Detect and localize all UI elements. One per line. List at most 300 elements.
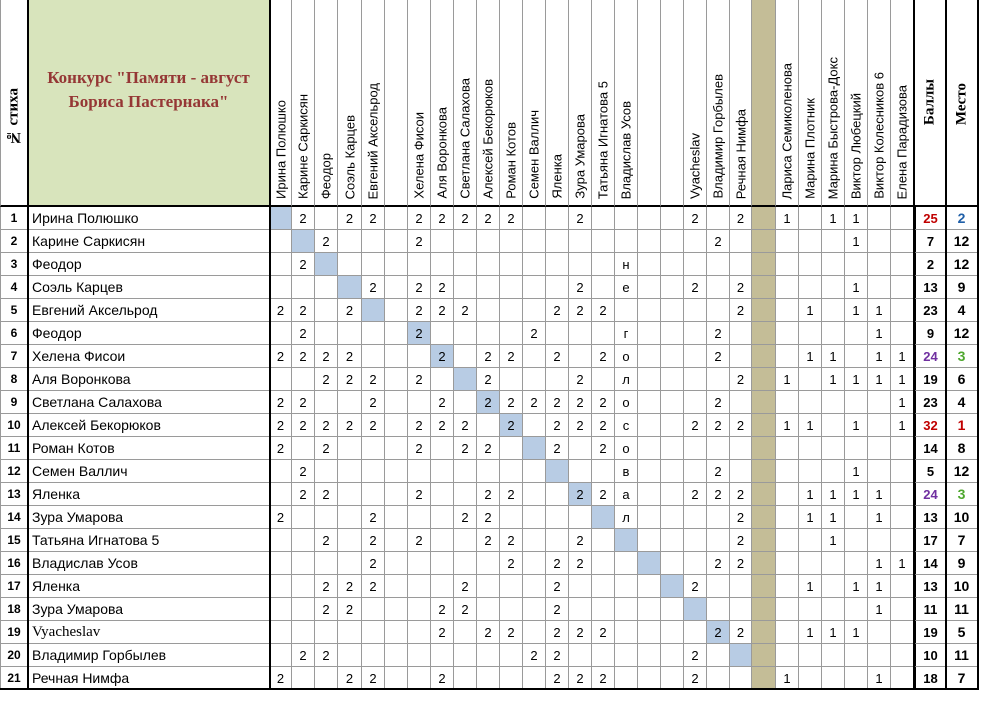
score-cell[interactable]: 2	[315, 345, 338, 368]
score-cell[interactable]	[891, 644, 914, 667]
score-cell[interactable]	[362, 621, 385, 644]
score-cell[interactable]: 2	[569, 276, 592, 299]
score-cell[interactable]: 2	[270, 414, 292, 437]
score-cell[interactable]: 1	[822, 345, 845, 368]
score-cell[interactable]	[454, 552, 477, 575]
score-cell[interactable]	[730, 644, 752, 667]
score-cell[interactable]	[684, 299, 707, 322]
score-cell[interactable]	[431, 253, 454, 276]
score-cell[interactable]	[661, 322, 684, 345]
score-cell[interactable]	[638, 322, 661, 345]
score-cell[interactable]: 2	[546, 345, 569, 368]
score-cell[interactable]	[730, 598, 752, 621]
score-cell[interactable]: 2	[707, 345, 730, 368]
score-cell[interactable]	[592, 253, 615, 276]
score-cell[interactable]: 1	[868, 506, 891, 529]
score-cell[interactable]: 2	[730, 529, 752, 552]
score-cell[interactable]: 1	[891, 368, 914, 391]
score-cell[interactable]: 2	[569, 483, 592, 506]
score-cell[interactable]: в	[615, 460, 638, 483]
score-cell[interactable]	[638, 414, 661, 437]
score-cell[interactable]	[684, 506, 707, 529]
score-cell[interactable]	[638, 529, 661, 552]
score-cell[interactable]	[638, 299, 661, 322]
score-cell[interactable]	[776, 437, 799, 460]
score-cell[interactable]	[270, 368, 292, 391]
score-cell[interactable]: 2	[338, 598, 362, 621]
score-cell[interactable]: 2	[707, 414, 730, 437]
score-cell[interactable]	[684, 460, 707, 483]
score-cell[interactable]	[776, 529, 799, 552]
score-cell[interactable]	[661, 667, 684, 690]
score-cell[interactable]	[707, 207, 730, 230]
score-cell[interactable]	[385, 483, 408, 506]
score-cell[interactable]	[270, 621, 292, 644]
score-cell[interactable]: 2	[362, 207, 385, 230]
score-cell[interactable]	[362, 230, 385, 253]
voter-column-header[interactable]	[338, 0, 362, 207]
score-cell[interactable]	[477, 667, 500, 690]
score-cell[interactable]	[500, 667, 523, 690]
score-cell[interactable]	[477, 299, 500, 322]
voter-column-header[interactable]	[638, 0, 661, 207]
score-cell[interactable]	[752, 598, 776, 621]
score-cell[interactable]	[315, 391, 338, 414]
score-cell[interactable]: 2	[569, 621, 592, 644]
score-cell[interactable]	[638, 345, 661, 368]
score-cell[interactable]	[569, 322, 592, 345]
score-cell[interactable]	[891, 506, 914, 529]
score-cell[interactable]: 2	[730, 552, 752, 575]
score-cell[interactable]	[799, 529, 822, 552]
score-cell[interactable]	[270, 253, 292, 276]
score-cell[interactable]	[638, 391, 661, 414]
score-cell[interactable]	[776, 276, 799, 299]
score-cell[interactable]	[638, 437, 661, 460]
score-cell[interactable]: л	[615, 368, 638, 391]
score-cell[interactable]: 1	[845, 414, 868, 437]
score-cell[interactable]	[292, 575, 315, 598]
score-cell[interactable]: 2	[730, 483, 752, 506]
score-cell[interactable]: 2	[408, 483, 431, 506]
score-cell[interactable]	[338, 276, 362, 299]
score-cell[interactable]	[752, 345, 776, 368]
score-cell[interactable]	[752, 529, 776, 552]
score-cell[interactable]	[315, 299, 338, 322]
score-cell[interactable]: 2	[730, 299, 752, 322]
score-cell[interactable]	[431, 460, 454, 483]
score-cell[interactable]: 2	[454, 575, 477, 598]
score-cell[interactable]: 1	[845, 368, 868, 391]
score-cell[interactable]	[592, 529, 615, 552]
score-cell[interactable]: 2	[569, 414, 592, 437]
score-cell[interactable]: 2	[500, 207, 523, 230]
score-cell[interactable]: 2	[362, 391, 385, 414]
score-cell[interactable]	[661, 644, 684, 667]
score-cell[interactable]	[500, 506, 523, 529]
score-cell[interactable]	[868, 207, 891, 230]
score-cell[interactable]	[477, 598, 500, 621]
score-cell[interactable]	[338, 483, 362, 506]
score-cell[interactable]	[776, 621, 799, 644]
score-cell[interactable]: 1	[799, 414, 822, 437]
score-cell[interactable]	[752, 644, 776, 667]
score-cell[interactable]: 2	[408, 207, 431, 230]
score-cell[interactable]: 1	[891, 345, 914, 368]
score-cell[interactable]	[431, 575, 454, 598]
score-cell[interactable]: 2	[546, 299, 569, 322]
score-cell[interactable]	[592, 276, 615, 299]
score-cell[interactable]: 2	[270, 667, 292, 690]
score-cell[interactable]: 2	[500, 621, 523, 644]
score-cell[interactable]	[684, 552, 707, 575]
score-cell[interactable]	[385, 644, 408, 667]
score-cell[interactable]	[661, 253, 684, 276]
score-cell[interactable]: 2	[292, 644, 315, 667]
score-cell[interactable]	[500, 368, 523, 391]
score-cell[interactable]	[592, 368, 615, 391]
score-cell[interactable]: н	[615, 253, 638, 276]
score-cell[interactable]	[270, 529, 292, 552]
score-cell[interactable]: 2	[684, 644, 707, 667]
score-cell[interactable]	[730, 437, 752, 460]
score-cell[interactable]: 1	[868, 667, 891, 690]
score-cell[interactable]	[799, 253, 822, 276]
score-cell[interactable]: 2	[292, 253, 315, 276]
score-cell[interactable]: 1	[799, 299, 822, 322]
score-cell[interactable]: 2	[523, 644, 546, 667]
score-cell[interactable]	[338, 552, 362, 575]
score-cell[interactable]	[270, 276, 292, 299]
score-cell[interactable]	[730, 391, 752, 414]
score-cell[interactable]	[408, 667, 431, 690]
score-cell[interactable]	[638, 483, 661, 506]
score-cell[interactable]: 1	[845, 299, 868, 322]
score-cell[interactable]: 2	[477, 368, 500, 391]
score-cell[interactable]	[385, 391, 408, 414]
score-cell[interactable]: 2	[315, 230, 338, 253]
score-cell[interactable]	[385, 368, 408, 391]
voter-column-header[interactable]	[845, 0, 868, 207]
score-cell[interactable]: 1	[822, 529, 845, 552]
score-cell[interactable]	[315, 506, 338, 529]
score-cell[interactable]	[270, 230, 292, 253]
score-cell[interactable]	[385, 207, 408, 230]
score-cell[interactable]	[523, 552, 546, 575]
score-cell[interactable]	[315, 322, 338, 345]
score-cell[interactable]	[270, 460, 292, 483]
score-cell[interactable]	[707, 276, 730, 299]
score-cell[interactable]	[684, 322, 707, 345]
score-cell[interactable]	[270, 483, 292, 506]
score-cell[interactable]	[661, 621, 684, 644]
score-cell[interactable]: 2	[592, 667, 615, 690]
score-cell[interactable]	[523, 598, 546, 621]
score-cell[interactable]	[546, 253, 569, 276]
score-cell[interactable]: 2	[431, 276, 454, 299]
score-cell[interactable]	[891, 322, 914, 345]
score-cell[interactable]: 2	[362, 368, 385, 391]
score-cell[interactable]	[523, 529, 546, 552]
score-cell[interactable]	[638, 598, 661, 621]
score-cell[interactable]	[661, 207, 684, 230]
score-cell[interactable]: 2	[477, 483, 500, 506]
score-cell[interactable]: 2	[500, 552, 523, 575]
score-cell[interactable]	[477, 644, 500, 667]
score-cell[interactable]	[362, 483, 385, 506]
score-cell[interactable]: 2	[292, 345, 315, 368]
score-cell[interactable]: 2	[431, 299, 454, 322]
score-cell[interactable]	[523, 276, 546, 299]
score-cell[interactable]	[385, 230, 408, 253]
score-cell[interactable]	[661, 575, 684, 598]
score-cell[interactable]	[868, 253, 891, 276]
score-cell[interactable]	[385, 506, 408, 529]
score-cell[interactable]	[270, 644, 292, 667]
score-cell[interactable]: 2	[546, 575, 569, 598]
score-cell[interactable]: 2	[292, 207, 315, 230]
score-cell[interactable]	[868, 230, 891, 253]
score-cell[interactable]	[776, 483, 799, 506]
score-cell[interactable]	[500, 276, 523, 299]
score-cell[interactable]	[845, 644, 868, 667]
score-cell[interactable]	[338, 391, 362, 414]
score-cell[interactable]: 2	[408, 276, 431, 299]
score-cell[interactable]: 1	[845, 460, 868, 483]
score-cell[interactable]	[500, 299, 523, 322]
score-cell[interactable]	[868, 414, 891, 437]
score-cell[interactable]: 1	[776, 414, 799, 437]
score-cell[interactable]: 2	[500, 529, 523, 552]
score-cell[interactable]	[592, 506, 615, 529]
score-cell[interactable]	[752, 322, 776, 345]
score-cell[interactable]: 1	[845, 230, 868, 253]
score-cell[interactable]	[891, 437, 914, 460]
score-cell[interactable]	[454, 391, 477, 414]
score-cell[interactable]	[385, 322, 408, 345]
score-cell[interactable]	[845, 552, 868, 575]
score-cell[interactable]	[822, 552, 845, 575]
score-cell[interactable]: 2	[546, 667, 569, 690]
score-cell[interactable]	[385, 529, 408, 552]
score-cell[interactable]	[592, 552, 615, 575]
score-cell[interactable]	[523, 253, 546, 276]
score-cell[interactable]	[292, 552, 315, 575]
score-cell[interactable]: а	[615, 483, 638, 506]
score-cell[interactable]: 2	[292, 414, 315, 437]
score-cell[interactable]: 2	[362, 575, 385, 598]
score-cell[interactable]: 2	[477, 437, 500, 460]
score-cell[interactable]: 2	[408, 437, 431, 460]
voter-column-header[interactable]	[315, 0, 338, 207]
voter-column-header[interactable]	[661, 0, 684, 207]
score-cell[interactable]	[431, 529, 454, 552]
score-cell[interactable]: 1	[822, 207, 845, 230]
score-cell[interactable]	[638, 644, 661, 667]
score-cell[interactable]	[362, 345, 385, 368]
score-cell[interactable]	[270, 598, 292, 621]
score-cell[interactable]	[752, 506, 776, 529]
score-cell[interactable]: 2	[684, 414, 707, 437]
score-cell[interactable]	[454, 345, 477, 368]
score-cell[interactable]	[315, 253, 338, 276]
score-cell[interactable]	[638, 230, 661, 253]
score-cell[interactable]: 2	[684, 575, 707, 598]
score-cell[interactable]	[752, 230, 776, 253]
score-cell[interactable]	[822, 644, 845, 667]
score-cell[interactable]: 2	[315, 368, 338, 391]
score-cell[interactable]	[776, 506, 799, 529]
score-cell[interactable]	[822, 667, 845, 690]
score-cell[interactable]	[707, 299, 730, 322]
score-cell[interactable]: 2	[546, 552, 569, 575]
score-cell[interactable]	[385, 552, 408, 575]
score-cell[interactable]	[891, 253, 914, 276]
score-cell[interactable]: 2	[270, 345, 292, 368]
score-cell[interactable]: 1	[799, 483, 822, 506]
score-cell[interactable]	[385, 276, 408, 299]
score-cell[interactable]: 2	[338, 414, 362, 437]
score-cell[interactable]: 2	[592, 299, 615, 322]
score-cell[interactable]	[569, 253, 592, 276]
score-cell[interactable]	[431, 230, 454, 253]
score-cell[interactable]	[684, 368, 707, 391]
score-cell[interactable]	[615, 552, 638, 575]
voter-column-header[interactable]	[408, 0, 431, 207]
score-cell[interactable]	[569, 575, 592, 598]
score-cell[interactable]: 2	[454, 598, 477, 621]
score-cell[interactable]: 2	[569, 368, 592, 391]
score-cell[interactable]	[569, 437, 592, 460]
score-cell[interactable]: 1	[799, 621, 822, 644]
score-cell[interactable]	[868, 276, 891, 299]
score-cell[interactable]: 1	[776, 667, 799, 690]
score-cell[interactable]	[638, 621, 661, 644]
score-cell[interactable]: 1	[868, 483, 891, 506]
score-cell[interactable]	[408, 391, 431, 414]
score-cell[interactable]	[338, 230, 362, 253]
score-cell[interactable]	[315, 207, 338, 230]
score-cell[interactable]	[638, 575, 661, 598]
score-cell[interactable]	[454, 483, 477, 506]
score-cell[interactable]	[546, 529, 569, 552]
score-cell[interactable]	[500, 598, 523, 621]
score-cell[interactable]: 1	[868, 575, 891, 598]
score-cell[interactable]	[362, 598, 385, 621]
score-cell[interactable]: 2	[292, 299, 315, 322]
score-cell[interactable]: 1	[891, 391, 914, 414]
voter-column-header[interactable]	[799, 0, 822, 207]
score-cell[interactable]	[338, 322, 362, 345]
score-cell[interactable]	[799, 276, 822, 299]
score-cell[interactable]: 2	[362, 506, 385, 529]
score-cell[interactable]	[822, 598, 845, 621]
score-cell[interactable]: 2	[730, 207, 752, 230]
score-cell[interactable]	[431, 483, 454, 506]
score-cell[interactable]	[315, 460, 338, 483]
score-cell[interactable]	[799, 598, 822, 621]
score-cell[interactable]	[338, 437, 362, 460]
score-cell[interactable]	[730, 230, 752, 253]
score-cell[interactable]	[707, 529, 730, 552]
voter-column-header[interactable]	[891, 0, 914, 207]
score-cell[interactable]	[730, 667, 752, 690]
score-cell[interactable]	[546, 230, 569, 253]
score-cell[interactable]	[546, 460, 569, 483]
score-cell[interactable]: 1	[868, 322, 891, 345]
score-cell[interactable]	[638, 667, 661, 690]
score-cell[interactable]	[868, 391, 891, 414]
score-cell[interactable]: 1	[868, 299, 891, 322]
voter-column-header[interactable]	[684, 0, 707, 207]
score-cell[interactable]: о	[615, 437, 638, 460]
score-cell[interactable]	[822, 322, 845, 345]
score-cell[interactable]	[799, 322, 822, 345]
score-cell[interactable]: 1	[868, 552, 891, 575]
score-cell[interactable]: 2	[431, 621, 454, 644]
score-cell[interactable]	[477, 276, 500, 299]
score-cell[interactable]: 2	[454, 299, 477, 322]
score-cell[interactable]	[615, 230, 638, 253]
score-cell[interactable]: е	[615, 276, 638, 299]
score-cell[interactable]	[292, 621, 315, 644]
score-cell[interactable]	[523, 575, 546, 598]
score-cell[interactable]	[408, 345, 431, 368]
score-cell[interactable]	[752, 368, 776, 391]
score-cell[interactable]	[315, 667, 338, 690]
score-cell[interactable]	[684, 437, 707, 460]
score-cell[interactable]: 2	[569, 299, 592, 322]
score-cell[interactable]	[523, 230, 546, 253]
score-cell[interactable]	[799, 667, 822, 690]
score-cell[interactable]: 1	[799, 506, 822, 529]
score-cell[interactable]	[776, 598, 799, 621]
score-cell[interactable]: 2	[270, 299, 292, 322]
score-cell[interactable]	[752, 460, 776, 483]
score-cell[interactable]: 2	[592, 621, 615, 644]
score-cell[interactable]	[338, 644, 362, 667]
score-cell[interactable]: 2	[362, 667, 385, 690]
score-cell[interactable]	[799, 437, 822, 460]
score-cell[interactable]	[661, 552, 684, 575]
score-cell[interactable]	[523, 667, 546, 690]
score-cell[interactable]	[592, 207, 615, 230]
score-cell[interactable]	[292, 368, 315, 391]
score-cell[interactable]: 2	[477, 345, 500, 368]
score-cell[interactable]	[385, 437, 408, 460]
score-cell[interactable]	[822, 391, 845, 414]
score-cell[interactable]	[454, 276, 477, 299]
score-cell[interactable]	[661, 414, 684, 437]
score-cell[interactable]	[661, 230, 684, 253]
score-cell[interactable]: 2	[477, 621, 500, 644]
score-cell[interactable]	[822, 299, 845, 322]
score-cell[interactable]	[615, 207, 638, 230]
score-cell[interactable]: 2	[270, 391, 292, 414]
score-cell[interactable]	[338, 506, 362, 529]
score-cell[interactable]: 1	[799, 345, 822, 368]
score-cell[interactable]: 2	[362, 552, 385, 575]
score-cell[interactable]	[661, 368, 684, 391]
score-cell[interactable]	[822, 437, 845, 460]
score-cell[interactable]	[523, 460, 546, 483]
score-cell[interactable]	[752, 299, 776, 322]
score-cell[interactable]: 2	[292, 483, 315, 506]
score-cell[interactable]: л	[615, 506, 638, 529]
score-cell[interactable]: 2	[408, 529, 431, 552]
score-cell[interactable]	[454, 253, 477, 276]
score-cell[interactable]	[891, 276, 914, 299]
